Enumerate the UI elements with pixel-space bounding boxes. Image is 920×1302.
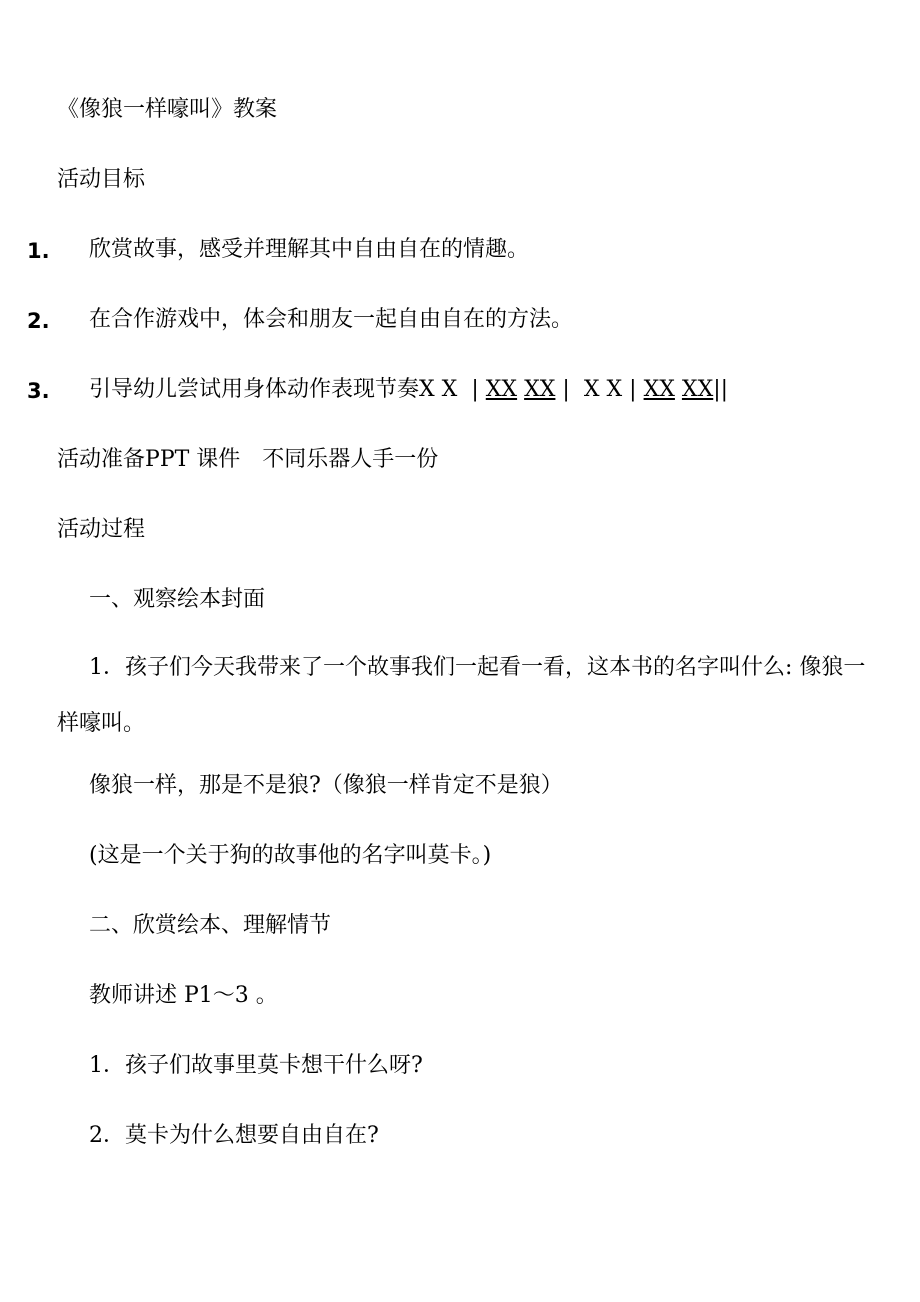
goal-text-3 — [89, 376, 728, 404]
rhythm-beat-a: X X — [419, 377, 458, 402]
goal-number-2: 2. — [27, 309, 50, 333]
rhythm-beat-b: XX — [485, 377, 518, 402]
rhythm-end-bar: || — [713, 377, 729, 402]
rhythm-bar-1: | — [471, 377, 479, 402]
section-1-paragraph-3: (这是一个关于狗的故事他的名字叫莫卡。) — [89, 843, 492, 868]
section-1-question-1: 1．孩子们今天我带来了一个故事我们一起看一看，这本书的名字叫什么: 像狼一样嚎叫。 — [57, 655, 866, 736]
section-1-heading: 一、观察绘本封面 — [89, 587, 266, 612]
prep-line — [57, 446, 438, 474]
rhythm-beat-d: X X — [583, 377, 623, 402]
goal-text-2: 在合作游戏中，体会和朋友一起自由自在的方法。 — [89, 307, 574, 332]
prep-text: PPT 课件 不同乐器人手一份 — [145, 447, 439, 472]
rhythm-notation — [419, 377, 728, 402]
goals-heading: 活动目标 — [57, 167, 146, 192]
process-heading: 活动过程 — [57, 517, 146, 542]
rhythm-beat-e: XX — [643, 377, 675, 402]
goal-number-1: 1. — [27, 239, 50, 263]
prep-label: 活动准备 — [57, 447, 146, 472]
rhythm-beat-f: XX — [681, 377, 714, 402]
section-2-heading: 二、欣赏绘本、理解情节 — [89, 913, 332, 938]
goal-text-1: 欣赏故事，感受并理解其中自由自在的情趣。 — [89, 237, 530, 262]
rhythm-beat-c: XX — [524, 377, 556, 402]
goal-number-3: 3. — [27, 379, 50, 403]
section-2-question-2: 2．莫卡为什么想要自由自在? — [89, 1123, 379, 1148]
section-2-paragraph-1: 教师讲述 P1～3 。 — [89, 983, 278, 1008]
rhythm-bar-2: | — [562, 377, 570, 402]
document-title: 《像狼一样嚎叫》教案 — [57, 97, 278, 122]
section-1-paragraph-2: 像狼一样，那是不是狼?（像狼一样肯定不是狼） — [89, 773, 563, 798]
section-2-question-1: 1．孩子们故事里莫卡想干什么呀? — [89, 1053, 423, 1078]
goal-text-3-label: 引导幼儿尝试用身体动作表现节奏 — [89, 377, 420, 402]
rhythm-bar-3: | — [629, 377, 637, 402]
